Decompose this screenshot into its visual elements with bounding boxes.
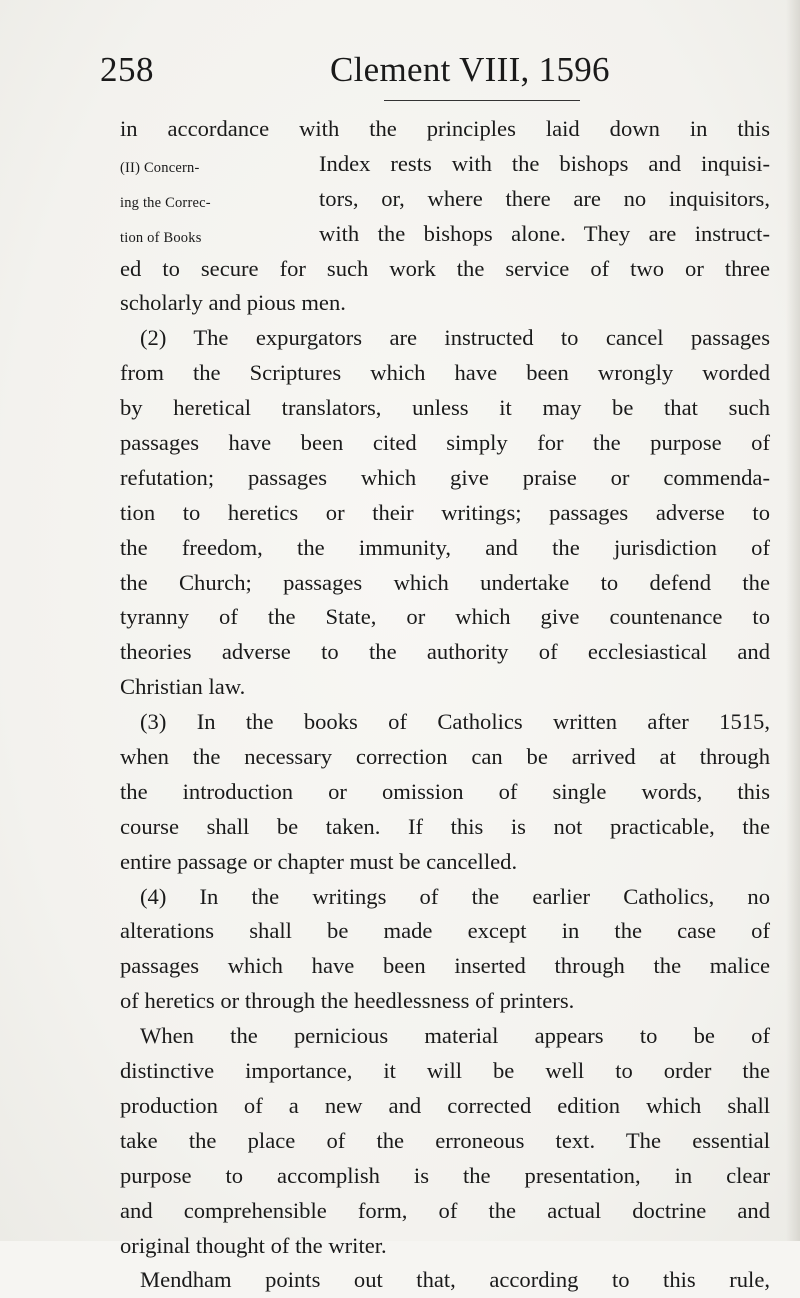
page-header <box>0 50 800 100</box>
running-title: Clement VIII, 1596 <box>330 50 610 89</box>
text-line: course shall be taken. If this is not practicable, the <box>120 813 770 839</box>
text-line: of heretics or through the heedlessness of printers. <box>120 988 575 1014</box>
page-edge-shadow <box>786 0 800 1241</box>
text-line: refutation; passages which give praise or commenda- <box>120 464 770 490</box>
text-line: passages have been cited simply for the purpose of <box>120 430 770 456</box>
page-number: 258 <box>100 50 154 89</box>
text-line: from the Scriptures which have been wrongly worded <box>120 360 770 386</box>
text-line: the freedom, the immunity, and the jurisdiction of <box>120 534 770 560</box>
text-line: Mendham points out that, according to this rule, <box>140 1267 770 1293</box>
text-line: tion to heretics or their writings; passages adverse to <box>120 499 770 525</box>
text-line: production of a new and corrected edition which shall <box>120 1092 770 1118</box>
text-line: distinctive importance, it will be well to order the <box>120 1058 770 1084</box>
text-line: alterations shall be made except in the case of <box>120 918 770 944</box>
text-line: tyranny of the State, or which give countenance to <box>120 604 770 630</box>
text-line: theories adverse to the authority of ecclesiastical and <box>120 639 770 665</box>
text-line: when the necessary correction can be arrived at through <box>120 744 770 770</box>
sidenote-line: (II) Concern- <box>120 160 200 176</box>
body-text <box>120 112 770 1298</box>
text-line: the introduction or omission of single words, this <box>120 778 770 804</box>
header-rule <box>384 100 580 101</box>
text-line: When the pernicious material appears to be of <box>140 1023 770 1049</box>
text-line: (4) In the writings of the earlier Catholics, no <box>140 883 770 909</box>
text-line: scholarly and pious men. <box>120 290 346 316</box>
text-line: original thought of the writer. <box>120 1232 387 1258</box>
text-line: ed to secure for such work the service of two or three <box>120 255 770 281</box>
text-line: entire passage or chapter must be cancelled. <box>120 848 518 874</box>
text-line: (3) In the books of Catholics written after 1515, <box>140 709 770 735</box>
sidenote-line: tion of Books <box>120 230 202 246</box>
text-line: (2) The expurgators are instructed to cancel passages <box>140 325 770 351</box>
sidenote-line: ing the Correc- <box>120 195 211 211</box>
text-line: in accordance with the principles laid down in this <box>120 116 770 141</box>
text-line: take the place of the erroneous text. The essential <box>120 1127 770 1153</box>
text-line: by heretical translators, unless it may be that such <box>120 395 770 421</box>
text-line: purpose to accomplish is the presentation, in clear <box>120 1162 770 1188</box>
text-line: passages which have been inserted through the malice <box>120 953 770 979</box>
text-line: and comprehensible form, of the actual doctrine and <box>120 1197 770 1223</box>
text-line: the Church; passages which undertake to defend the <box>120 569 770 595</box>
text-line: Index rests with the bishops and inquisi- <box>319 150 770 176</box>
text-line: Christian law. <box>120 674 246 700</box>
text-line: tors, or, where there are no inquisitors, <box>319 185 770 211</box>
text-line: with the bishops alone. They are instruct- <box>319 220 770 246</box>
